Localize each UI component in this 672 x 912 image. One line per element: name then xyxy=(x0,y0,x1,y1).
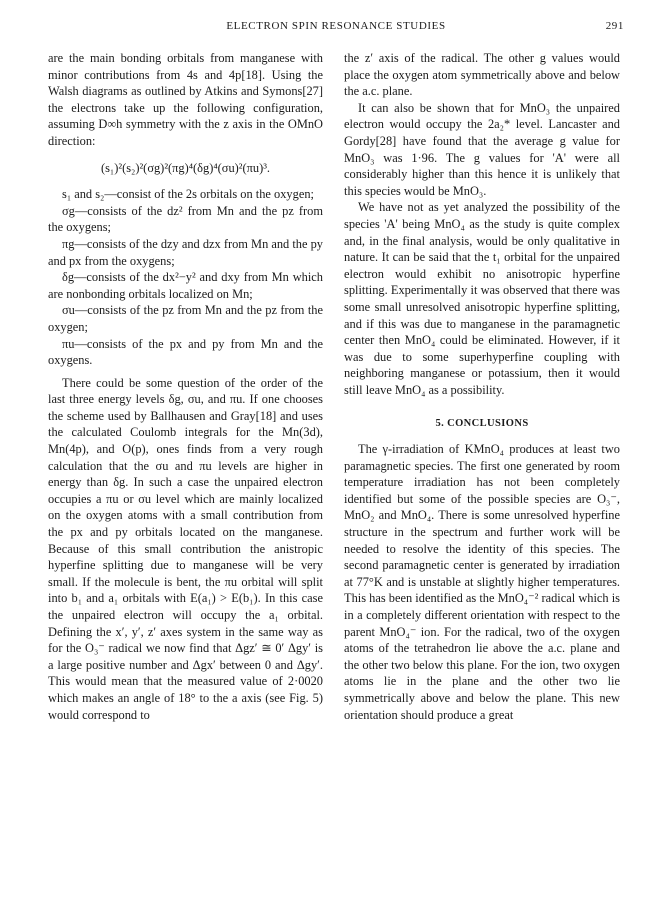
right-paragraph-3: We have not as yet analyzed the possibility of the species 'A' being MnO₄ as the study is quite complex and, in the final analysis, would be only qualitative in nature. It can be said that the t₁ orbital for the unpaired electron would exhibit no anisotropic hyperfine splitting. Experimentally it was observed that there was some small unresolved anisotropic hyperfine splitting, and if this was due to manganese in the paramagnetic center then MnO₄ could be eliminated. However, if it was due to some superhyperfine coupling with neighboring manganese or potassium, then it would still leave MnO₄ as a possibility. xyxy=(344,200,620,397)
running-title: ELECTRON SPIN RESONANCE STUDIES xyxy=(226,20,446,32)
left-paragraph-2: There could be some question of the order of the last three energy levels δg, σu, and πu. If one chooses the scheme used by Ballhausen and Gray[18] and uses the calculated Coulomb integrals for the Mn(3d), Mn(4p), and O(p), ones finds from a very rough calculation that the σu and πu levels are higher in energy than δg. In such a case the unpaired electron occupies a πu or σu level which are mainly localized on the oxygen atoms with a small contribution from the px and py orbitals located on the manganese. Because of this small contribution the anistropic hyperfine splitting due to manganese will be very small. If the molecule is bent, the πu orbital will split into b₁ and a₁ orbitals with E(a₁) > E(b₁). In this case the unpaired electron will occupy the a₁ orbital. Defining the x′, y′, z′ axes system in the same way as for the O₃⁻ radical we now find that Δgz′ ≅ 0′ Δgy′ is a large positive number and Δgx′ between 0 and Δgy′. This would mean that the measured value of 2·0020 which makes an angle of 18° to the a axis (see Fig. 5) would correspond to xyxy=(48,375,323,722)
orbital-definition: σu—consists of the pz from Mn and the pz from the oxygen; xyxy=(48,303,323,334)
orbital-definition: πu—consists of the px and py from Mn and the oxygens. xyxy=(48,336,323,368)
right-column xyxy=(344,50,620,723)
section-heading-conclusions: 5. CONCLUSIONS xyxy=(435,418,529,430)
orbital-definition: δg—consists of the dx²−y² and dxy from Mn which are nonbonding orbitals localized on Mn; xyxy=(48,270,323,301)
conclusions-paragraph: The γ-irradiation of KMnO₄ produces at least two paramagnetic species. The first one generated by room temperature irradiation has not been completely identified but some of the possible species are O₃⁻, MnO₂ and MnO₄. There is some unresolved hyperfine structure in the spectrum and further work will be needed to resolve the identity of this species. The second paramagnetic center is generated by irradiation at 77°K and is unstable at slightly higher temperatures. This has been identified as the MnO₄⁻² radical which is in a completely different orientation with respect to the parent MnO₄⁻ ion. For the radical, two of the oxygen atoms of the tetrahedron lie above the a.c. plane and the other two below this plane. For the ion, two oxygen atoms lie in the plane and the other two lie symmetrically above and below the plane. This new orientation should produce a great xyxy=(344,442,620,722)
page-number: 291 xyxy=(605,20,624,32)
left-paragraph-1: are the main bonding orbitals from manganese with minor contributions from 4s and 4p[18]. Using the Walsh diagrams as outlined by Atkins and Symons[27] the electrons take up the following configuration, assuming D∞h symmetry with the z axis in the OMnO direction: xyxy=(48,51,323,148)
left-column xyxy=(48,50,323,723)
orbital-definition: σg—consists of the dz² from Mn and the pz from the oxygens; xyxy=(48,203,323,235)
right-paragraph-2: It can also be shown that for MnO₃ the unpaired electron would occupy the 2a₂* level. Lancaster and Gordy[28] have found that the average g value for MnO₃ was 1·96. The g values for 'A' were all considerably higher than this hence it is unlikely that this species would be MnO₃. xyxy=(344,100,620,198)
orbital-definition: s₁ and s₂—consist of the 2s orbitals on the oxygen; xyxy=(62,187,314,202)
right-paragraph-1: the z′ axis of the radical. The other g values would place the oxygen atom symmetrically above and below the a.c. plane. xyxy=(344,51,620,99)
orbital-definition: πg—consists of the dzy and dzx from Mn and the py and px from the oxygens; xyxy=(48,236,323,268)
electron-configuration-formula: (s₁)²(s₂)²(σg)²(πg)⁴(δg)⁴(σu)²(πu)³. xyxy=(100,160,271,175)
running-header xyxy=(48,20,624,38)
